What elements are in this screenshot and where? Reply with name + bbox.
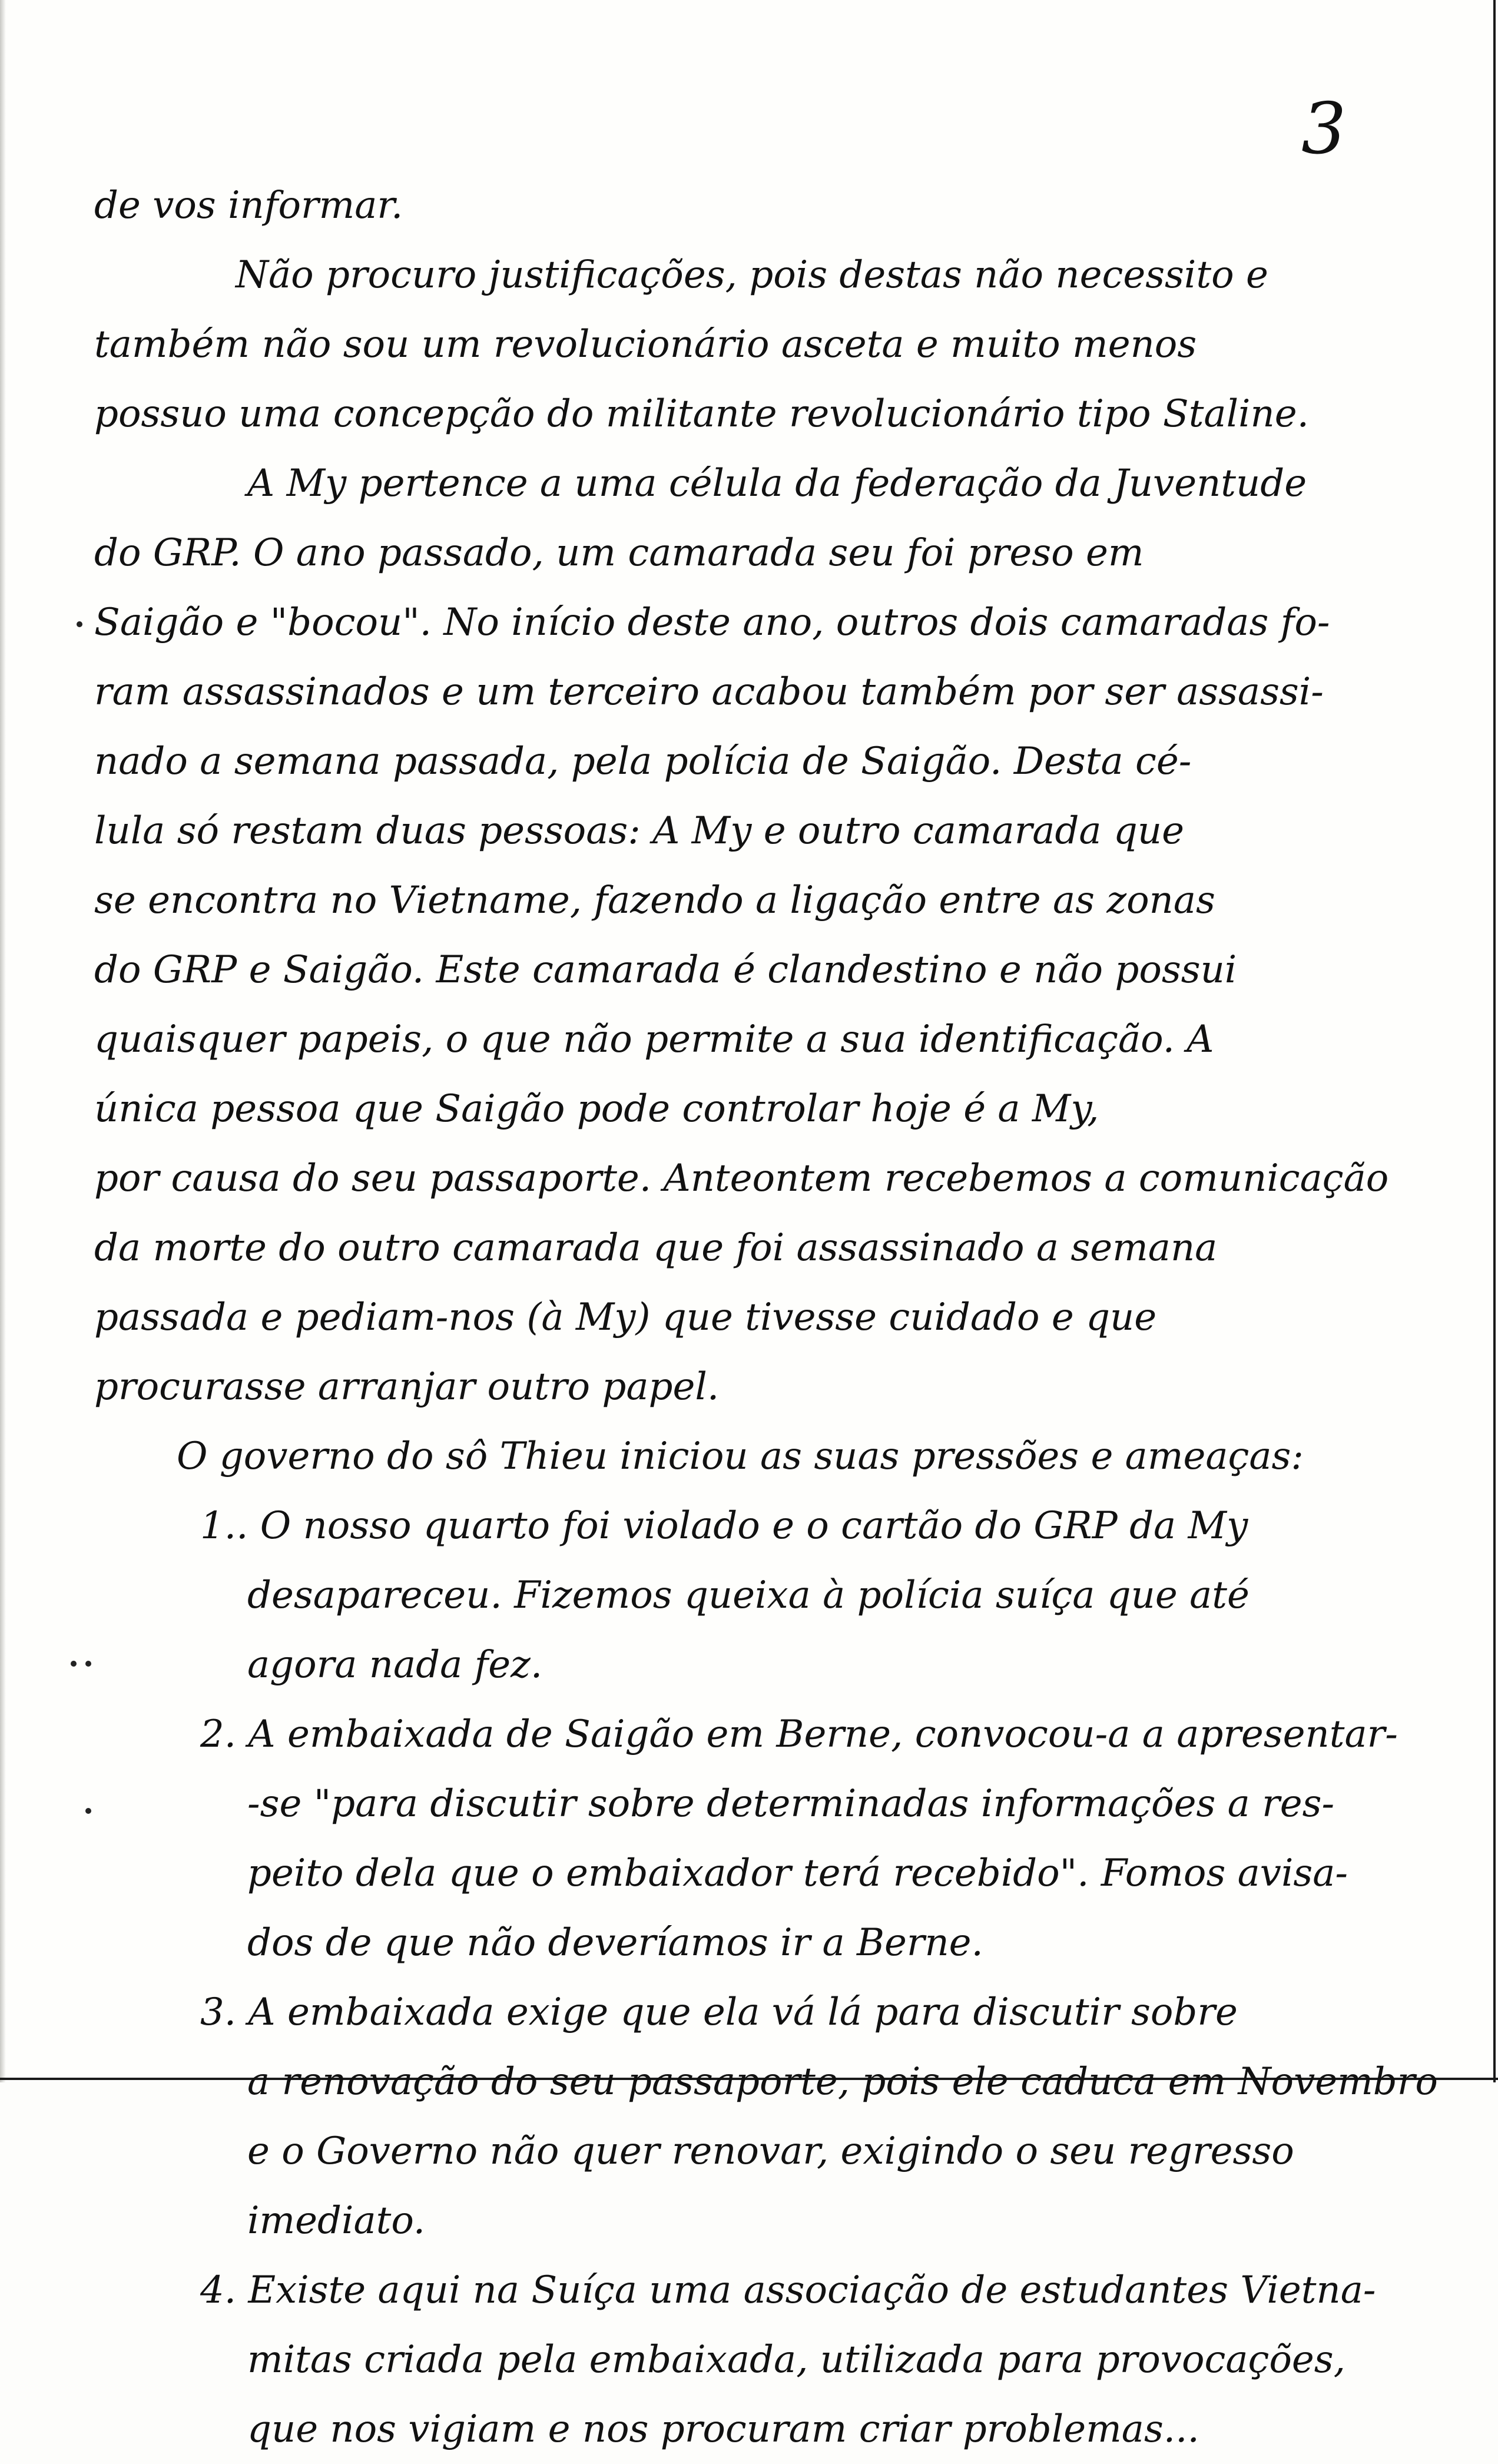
letter-line: por causa do seu passaporte. Anteontem recebemos a comunicação (94, 1157, 1389, 1200)
letter-line: dos de que não deveríamos ir a Berne. (247, 1921, 983, 1965)
letter-line: O governo do sô Thieu iniciou as suas pressões e ameaças: (177, 1435, 1304, 1478)
letter-line: do GRP. O ano passado, um camarada seu foi preso em (94, 531, 1144, 575)
letter-line: Não procuro justificações, pois destas não necessito e (236, 253, 1268, 297)
letter-line: procurasse arranjar outro papel. (94, 1365, 720, 1409)
letter-line: Saigão e "bocou". No início deste ano, outros dois camaradas fo- (94, 601, 1330, 644)
letter-line: da morte do outro camarada que foi assassinado a semana (94, 1226, 1218, 1270)
list-item: 3. A embaixada exige que ela vá lá para discutir sobre (200, 1991, 1238, 2034)
letter-line: -se "para discutir sobre determinadas informações a res- (247, 1782, 1335, 1826)
letter-line: passada e pediam-nos (à My) que tivesse cuidado e que (94, 1296, 1157, 1339)
margin-mark (85, 1661, 91, 1667)
letter-line: de vos informar. (94, 184, 403, 227)
letter-line: lula só restam duas pessoas: A My e outro camarada que (94, 809, 1184, 853)
page-edge-shadow (0, 0, 6, 2082)
letter-line: se encontra no Vietname, fazendo a ligação entre as zonas (94, 879, 1215, 922)
letter-body (94, 171, 1449, 2464)
margin-mark (85, 1808, 91, 1814)
margin-mark (77, 621, 82, 627)
margin-mark (71, 1661, 77, 1667)
letter-line: nado a semana passada, pela polícia de Saigão. Desta cé- (94, 740, 1192, 783)
list-item: 1.. O nosso quarto foi violado e o cartão do GRP da My (200, 1504, 1248, 1548)
letter-line: peito dela que o embaixador terá recebido". Fomos avisa- (247, 1852, 1348, 1895)
letter-line: agora nada fez. (247, 1643, 543, 1687)
letter-line: quaisquer papeis, o que não permite a sua identificação. A (94, 1018, 1214, 1061)
letter-line: ram assassinados e um terceiro acabou também por ser assassi- (94, 670, 1324, 714)
letter-line: que nos vigiam e nos procuram criar problemas... (247, 2407, 1199, 2451)
page-number: 3 (1301, 88, 1347, 170)
letter-line: possuo uma concepção do militante revolucionário tipo Staline. (94, 392, 1309, 436)
letter-line: única pessoa que Saigão pode controlar hoje é a My, (94, 1087, 1099, 1131)
letter-line: do GRP e Saigão. Este camarada é clandestino e não possui (94, 948, 1237, 992)
list-item: 2. A embaixada de Saigão em Berne, convocou-a a apresentar- (200, 1713, 1398, 1756)
letter-line: desapareceu. Fizemos queixa à polícia suíça que até (247, 1574, 1250, 1617)
letter-line: também não sou um revolucionário asceta e muito menos (94, 323, 1197, 366)
letter-line: e o Governo não quer renovar, exigindo o seu regresso (247, 2129, 1294, 2173)
page-border-right (1493, 0, 1496, 2082)
letter-line: mitas criada pela embaixada, utilizada para provocações, (247, 2338, 1345, 2382)
letter-line: imediato. (247, 2199, 426, 2243)
letter-line: A My pertence a uma célula da federação da Juventude (247, 462, 1307, 505)
list-item: 4. Existe aqui na Suíça uma associação de estudantes Vietna- (200, 2268, 1376, 2312)
letter-line: a renovação do seu passaporte, pois ele caduca em Novembro (247, 2060, 1438, 2104)
